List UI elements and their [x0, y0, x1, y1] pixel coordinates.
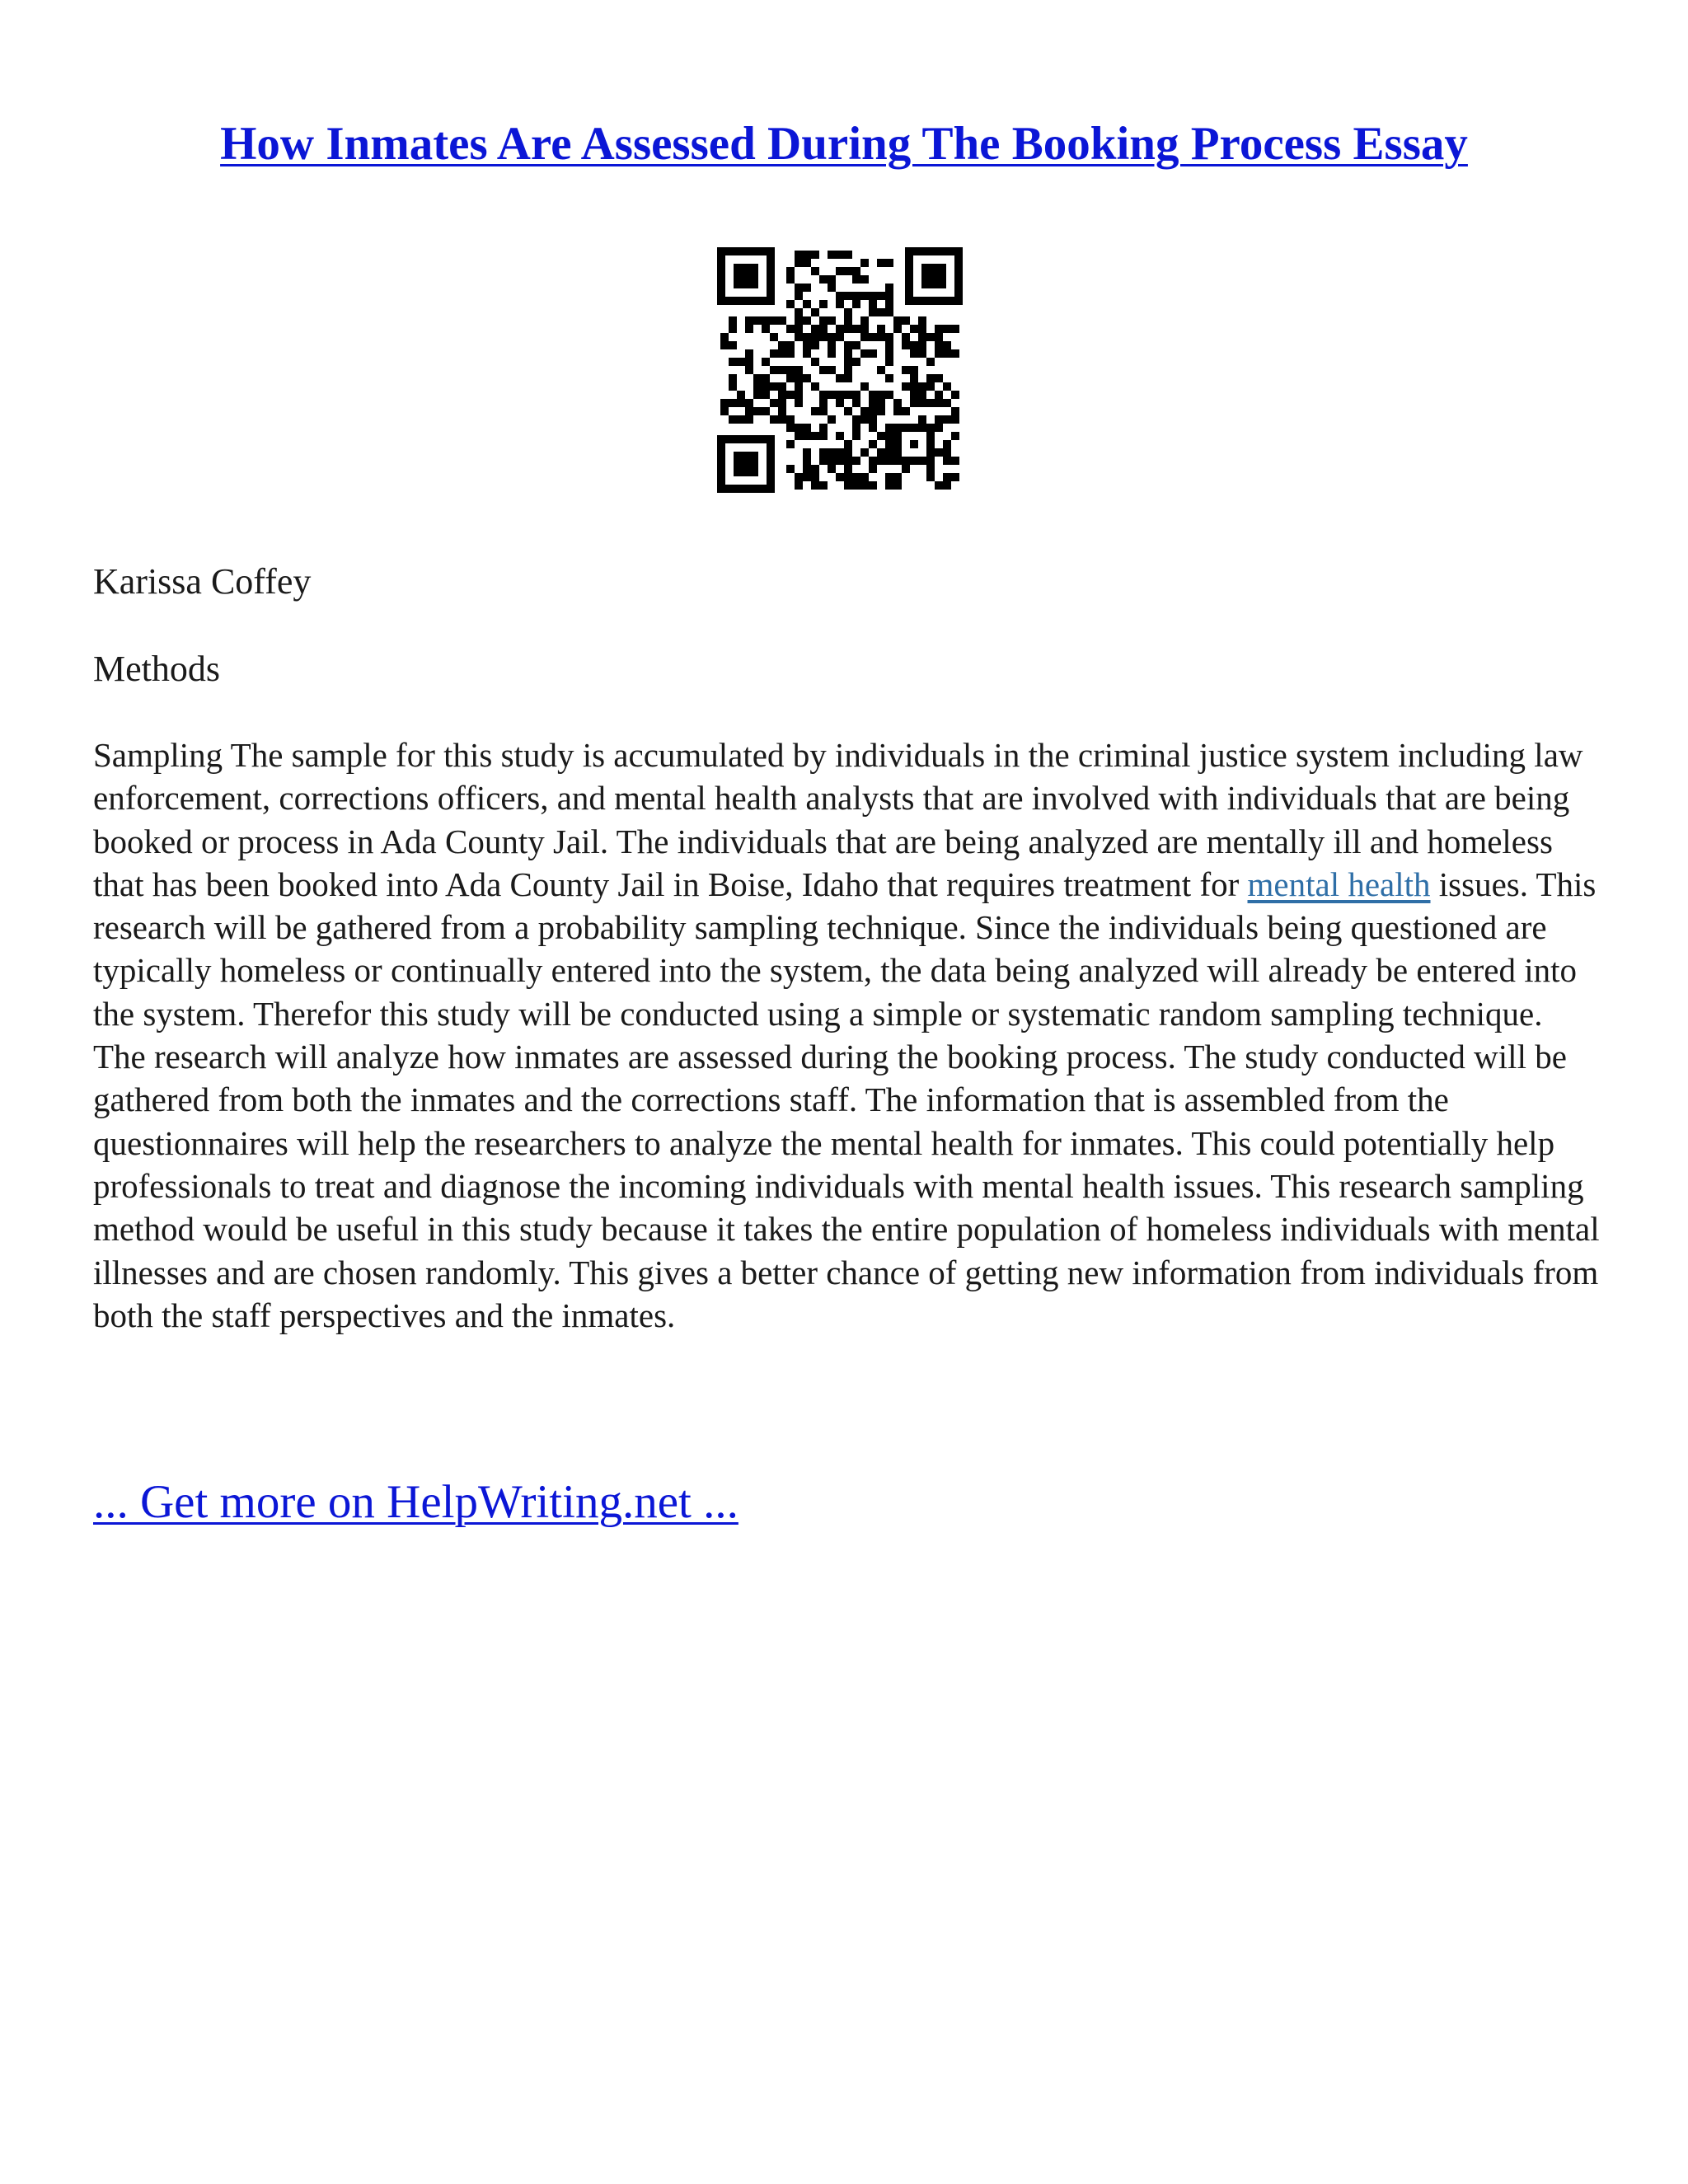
get-more-paragraph [93, 1474, 738, 1531]
mental-health-link[interactable]: mental health [1247, 865, 1431, 903]
body-paragraph [93, 733, 1601, 1337]
body-text-part-1: Sampling The sample for this study is accumulated by individuals in the criminal justice system including law enforcement, corrections officers, and mental health analysts that are involved with individuals that are being booked or process in Ada County Jail. The individuals that are being analyzed are mentally ill and homeless that has been booked into Ada County Jail in Boise, Idaho that requires treatment for [93, 736, 1583, 903]
title-link[interactable]: How Inmates Are Assessed During The Booking Process Essay [220, 118, 1468, 170]
body-text-part-2: issues. This research will be gathered from a probability sampling technique. Since the individuals being questioned are typically homeless or continually entered into the system, the data being analyzed will already be entered into the system. Therefor this study will be conducted using a simple or systematic random sampling technique. The research will analyze how inmates are assessed during the booking process. The study conducted will be gathered from both the inmates and the corrections staff. The information that is assembled from the questionnaires will help the researchers to analyze the mental health for inmates. This could potentially help professionals to treat and diagnose the incoming individuals with mental health issues. This research sampling method would be useful in this study because it takes the entire population of homeless individuals with mental illnesses and are chosen randomly. This gives a better chance of getting new information from individuals from both the staff perspectives and the inmates. [93, 865, 1600, 1334]
section-heading: Methods [93, 649, 220, 689]
get-more-link[interactable]: ... Get more on HelpWriting.net ... [93, 1476, 738, 1528]
qr-code-icon [717, 247, 963, 493]
page-title [0, 115, 1688, 173]
author-name: Karissa Coffey [93, 561, 312, 602]
